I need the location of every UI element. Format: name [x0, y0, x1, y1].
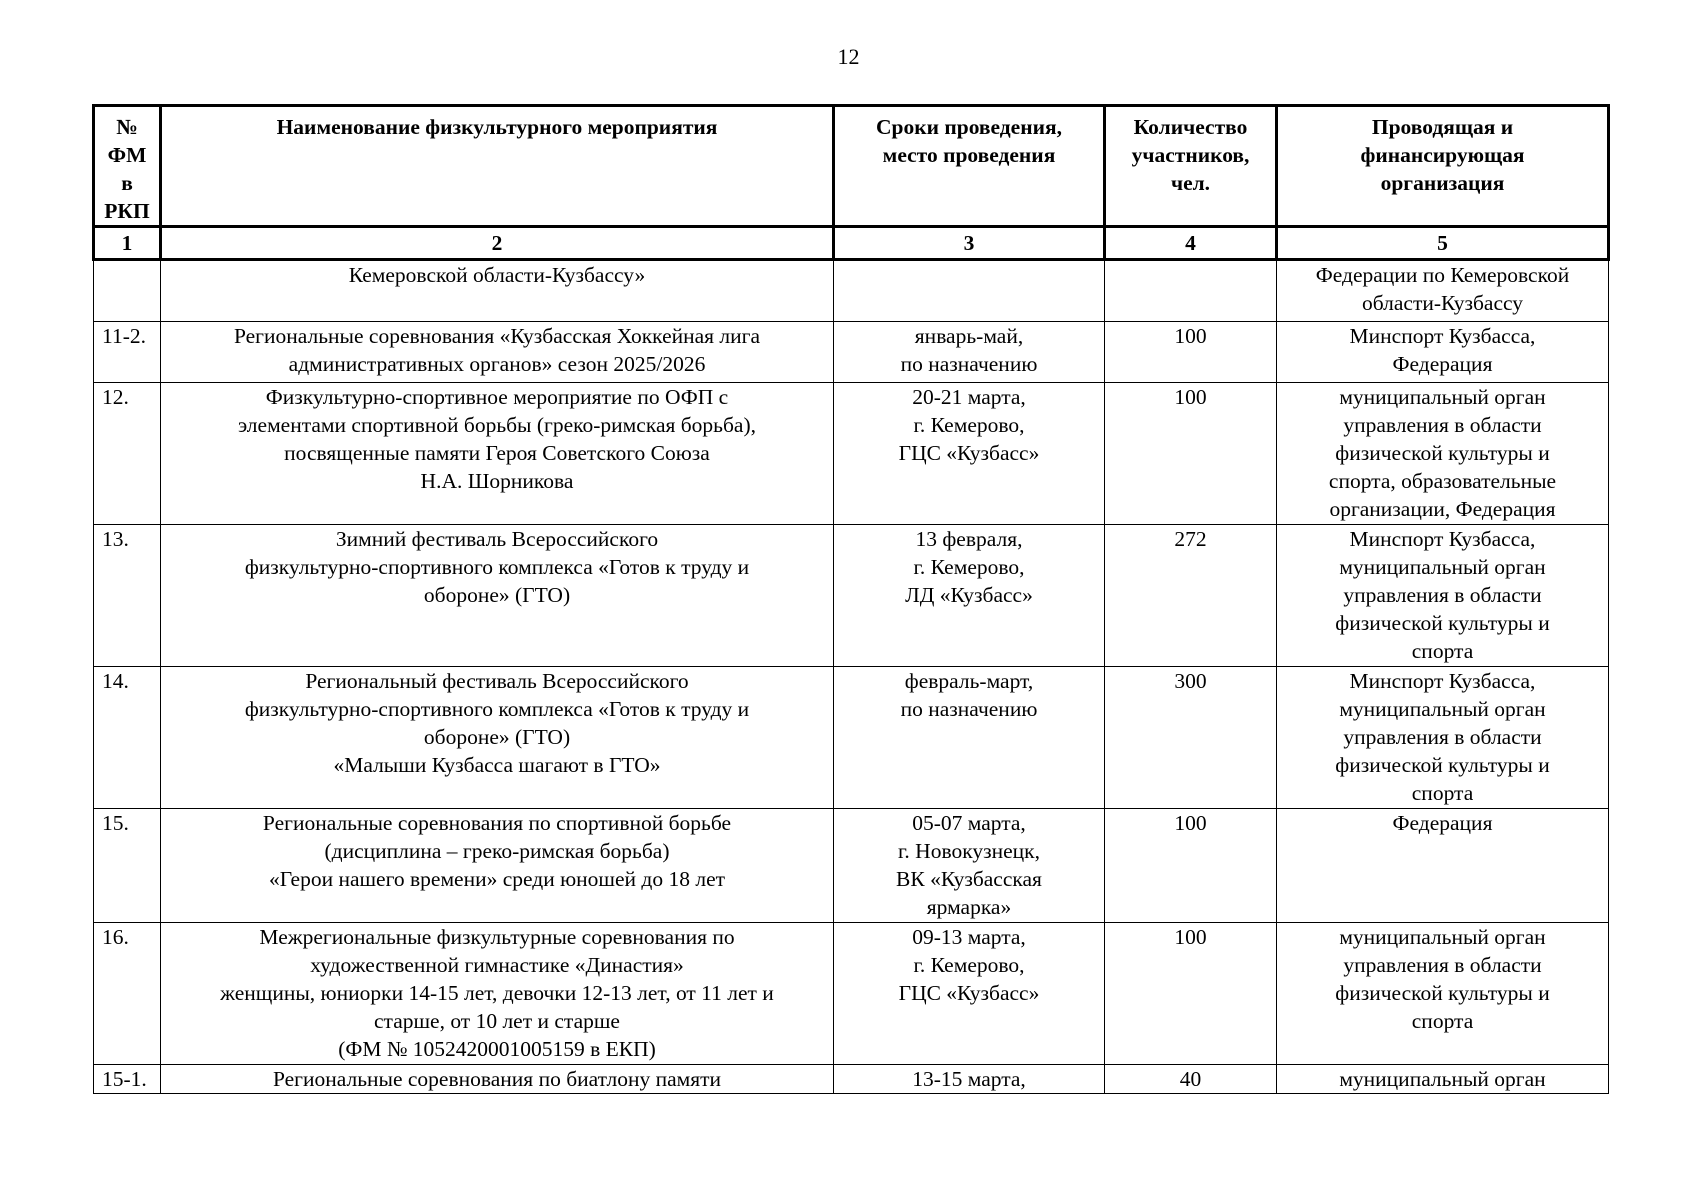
organization-line: организации, Федерация: [1329, 497, 1556, 521]
header-line: Сроки проведения,: [875, 115, 1062, 139]
organization-line: области-Кузбассу: [1361, 291, 1524, 315]
cell-fm-number: 15.: [94, 809, 161, 923]
event-name-line: Региональные соревнования «Кузбасская Хоккейная лига: [233, 324, 761, 348]
event-name-line: Региональные соревнования по биатлону памяти: [272, 1067, 722, 1091]
organization-line: Федерации по Кемеровской: [1315, 263, 1570, 287]
organization-line: управления в области: [1343, 725, 1542, 749]
cell-event-name: [161, 667, 834, 809]
header-line: №: [116, 115, 138, 139]
cell-dates-place: [834, 923, 1105, 1065]
table-row: [94, 667, 1609, 809]
organization-line: муниципальный орган: [1339, 1067, 1546, 1091]
event-name-line: обороне» (ГТО): [423, 583, 571, 607]
header-event-name: [161, 106, 834, 227]
column-number: 2: [161, 227, 834, 260]
page-number: 12: [837, 44, 860, 69]
column-number-row: [94, 227, 1609, 260]
organization-line: Федерация: [1392, 811, 1493, 835]
organization-line: муниципальный орган: [1339, 697, 1546, 721]
header-line: РКП: [104, 199, 150, 223]
event-name-line: «Герои нашего времени» среди юношей до 18 лет: [268, 867, 726, 891]
header-line: Количество: [1133, 115, 1248, 139]
events-table: [92, 104, 1610, 1094]
header-line: Наименование физкультурного мероприятия: [276, 115, 718, 139]
organization-line: управления в области: [1343, 953, 1542, 977]
organization-line: Минспорт Кузбасса,: [1349, 669, 1536, 693]
table-row: [94, 260, 1609, 322]
event-name-line: посвященные памяти Героя Советского Союза: [284, 441, 710, 465]
header-line: финансирующая: [1360, 143, 1525, 167]
header-organization: [1277, 106, 1609, 227]
cell-dates-place: [834, 260, 1105, 322]
table-row: [94, 383, 1609, 525]
cell-fm-number: 14.: [94, 667, 161, 809]
cell-participants: 272: [1105, 525, 1277, 667]
cell-dates-place: [834, 1065, 1105, 1094]
cell-organization: [1277, 809, 1609, 923]
event-name-line: Региональный фестиваль Всероссийского: [305, 669, 689, 693]
organization-line: спорта, образовательные: [1328, 469, 1557, 493]
cell-dates-place: [834, 667, 1105, 809]
organization-line: физической культуры и: [1335, 611, 1550, 635]
column-number: 4: [1105, 227, 1277, 260]
dates-place-line: ВК «Кузбасская: [896, 867, 1042, 891]
event-name-line: Межрегиональные физкультурные соревнования по: [259, 925, 735, 949]
cell-participants: 100: [1105, 923, 1277, 1065]
cell-organization: [1277, 923, 1609, 1065]
cell-dates-place: [834, 525, 1105, 667]
header-dates-place: [834, 106, 1105, 227]
cell-participants: [1105, 260, 1277, 322]
organization-line: управления в области: [1343, 413, 1542, 437]
dates-place-line: г. Кемерово,: [913, 413, 1025, 437]
header-line: Проводящая и: [1371, 115, 1514, 139]
event-name-line: (дисциплина – греко-римская борьба): [324, 839, 670, 863]
dates-place-line: г. Кемерово,: [913, 555, 1025, 579]
event-name-line: физкультурно-спортивного комплекса «Готов к труду и: [244, 555, 750, 579]
table-row: [94, 809, 1609, 923]
organization-line: муниципальный орган: [1339, 555, 1546, 579]
cell-dates-place: [834, 809, 1105, 923]
table-row: [94, 322, 1609, 383]
header-line: организация: [1380, 171, 1505, 195]
header-fm-number: [94, 106, 161, 227]
dates-place-line: ярмарка»: [926, 895, 1012, 919]
column-number: 1: [94, 227, 161, 260]
cell-event-name: [161, 809, 834, 923]
organization-line: физической культуры и: [1335, 753, 1550, 777]
cell-participants: 100: [1105, 322, 1277, 383]
event-name-line: «Малыши Кузбасса шагают в ГТО»: [333, 753, 661, 777]
header-line: место проведения: [882, 143, 1056, 167]
table-row: [94, 923, 1609, 1065]
cell-fm-number: 12.: [94, 383, 161, 525]
event-name-line: Н.А. Шорникова: [420, 469, 574, 493]
header-line: чел.: [1170, 171, 1211, 195]
cell-fm-number: 13.: [94, 525, 161, 667]
table-row: [94, 525, 1609, 667]
cell-organization: [1277, 260, 1609, 322]
event-name-line: элементами спортивной борьбы (греко-римская борьба),: [237, 413, 757, 437]
column-number: 3: [834, 227, 1105, 260]
cell-event-name: [161, 383, 834, 525]
cell-event-name: [161, 923, 834, 1065]
dates-place-line: 05-07 марта,: [912, 811, 1026, 835]
cell-fm-number: 11-2.: [94, 322, 161, 383]
cell-fm-number: 16.: [94, 923, 161, 1065]
organization-line: физической культуры и: [1335, 441, 1550, 465]
organization-line: спорта: [1411, 1009, 1474, 1033]
header-row: [94, 106, 1609, 227]
table-row: [94, 1065, 1609, 1094]
cell-dates-place: [834, 383, 1105, 525]
cell-organization: [1277, 383, 1609, 525]
dates-place-line: 13-15 марта,: [912, 1067, 1026, 1091]
cell-participants: 100: [1105, 809, 1277, 923]
cell-event-name: [161, 1065, 834, 1094]
organization-line: спорта: [1411, 639, 1474, 663]
organization-line: муниципальный орган: [1339, 385, 1546, 409]
organization-line: управления в области: [1343, 583, 1542, 607]
event-name-line: художественной гимнастике «Династия»: [310, 953, 684, 977]
event-name-line: административных органов» сезон 2025/2026: [288, 352, 706, 376]
header-line: в: [121, 171, 133, 195]
dates-place-line: ГЦС «Кузбасс»: [898, 981, 1040, 1005]
dates-place-line: по назначению: [900, 352, 1038, 376]
cell-participants: 100: [1105, 383, 1277, 525]
dates-place-line: г. Новокузнецк,: [898, 839, 1040, 863]
organization-line: муниципальный орган: [1339, 925, 1546, 949]
organization-line: физической культуры и: [1335, 981, 1550, 1005]
event-name-line: (ФМ № 1052420001005159 в ЕКП): [338, 1037, 656, 1061]
event-name-line: женщины, юниорки 14-15 лет, девочки 12-13 лет, от 11 лет и: [220, 981, 774, 1005]
cell-organization: [1277, 667, 1609, 809]
event-name-line: физкультурно-спортивного комплекса «Готов к труду и: [244, 697, 750, 721]
header-participants: [1105, 106, 1277, 227]
event-name-line: Зимний фестиваль Всероссийского: [335, 527, 659, 551]
event-name-line: обороне» (ГТО): [423, 725, 571, 749]
cell-participants: 300: [1105, 667, 1277, 809]
cell-event-name: [161, 525, 834, 667]
cell-fm-number: [94, 260, 161, 322]
column-number: 5: [1277, 227, 1609, 260]
dates-place-line: февраль-март,: [904, 669, 1034, 693]
dates-place-line: январь-май,: [914, 324, 1024, 348]
cell-dates-place: [834, 322, 1105, 383]
organization-line: Минспорт Кузбасса,: [1349, 324, 1536, 348]
dates-place-line: 20-21 марта,: [912, 385, 1026, 409]
header-line: ФМ: [107, 143, 147, 167]
dates-place-line: 13 февраля,: [915, 527, 1023, 551]
cell-event-name: [161, 260, 834, 322]
cell-organization: [1277, 1065, 1609, 1094]
dates-place-line: по назначению: [900, 697, 1038, 721]
organization-line: спорта: [1411, 781, 1474, 805]
organization-line: Минспорт Кузбасса,: [1349, 527, 1536, 551]
event-name-line: Региональные соревнования по спортивной борьбе: [262, 811, 732, 835]
dates-place-line: 09-13 марта,: [912, 925, 1026, 949]
dates-place-line: ЛД «Кузбасс»: [905, 583, 1033, 607]
event-name-line: старше, от 10 лет и старше: [374, 1009, 620, 1033]
cell-organization: [1277, 322, 1609, 383]
cell-participants: 40: [1105, 1065, 1277, 1094]
event-name-line: Кемеровской области-Кузбассу»: [348, 263, 646, 287]
organization-line: Федерация: [1392, 352, 1493, 376]
cell-fm-number: 15-1.: [94, 1065, 161, 1094]
cell-event-name: [161, 322, 834, 383]
cell-organization: [1277, 525, 1609, 667]
header-line: участников,: [1131, 143, 1250, 167]
table-body: [94, 260, 1609, 1094]
dates-place-line: г. Кемерово,: [913, 953, 1025, 977]
event-name-line: Физкультурно-спортивное мероприятие по ОФП с: [265, 385, 729, 409]
dates-place-line: ГЦС «Кузбасс»: [898, 441, 1040, 465]
